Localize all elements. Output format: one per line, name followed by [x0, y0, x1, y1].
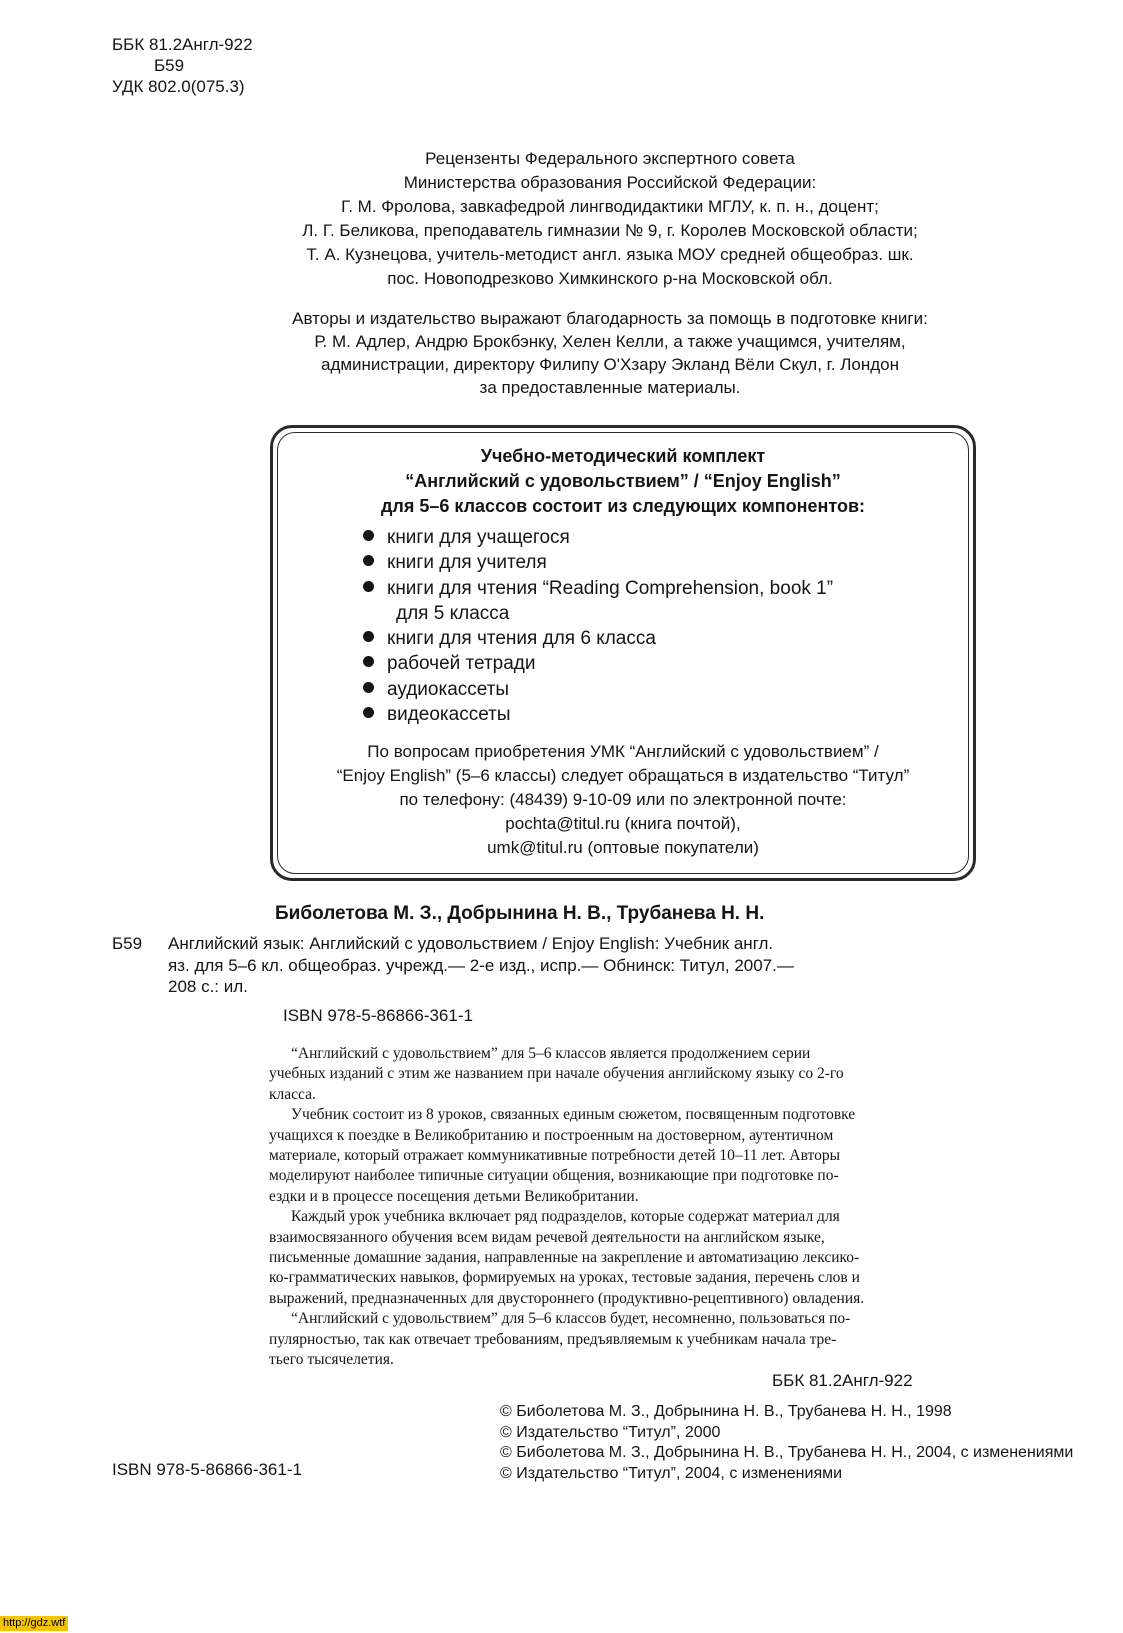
- acknowledgements-block: [245, 307, 975, 399]
- component-item: [363, 525, 833, 550]
- component-text: для 5 класса: [396, 602, 510, 624]
- book-isbn: ISBN 978-5-86866-361-1: [283, 1005, 473, 1025]
- abstract-line: пулярностью, так как отвечает требованиям, предъявляемым к учебникам начала тре-: [269, 1330, 837, 1348]
- abstract-line: учащихся к поездке в Великобританию и построенным на достоверном, аутентичном: [269, 1126, 834, 1144]
- abstract-line: ездки и в процессе посещения детьми Великобритании.: [269, 1187, 639, 1205]
- component-text: книги для чтения для 6 класса: [387, 628, 656, 650]
- bullet-icon: [363, 555, 374, 566]
- copyright-line: © Биболетова М. З., Добрынина Н. В., Трубанева Н. Н., 2004, с изменениями: [500, 1444, 1074, 1461]
- isbn-bottom: ISBN 978-5-86866-361-1: [112, 1460, 302, 1479]
- acknowledgements-line: администрации, директору Филипу О'Хзару Экланд Вёли Скул, г. Лондон: [320, 355, 900, 374]
- bbk-code: ББК 81.2Англ-922: [112, 35, 253, 54]
- reviewers-block: [245, 147, 975, 291]
- component-text: аудиокассеты: [387, 678, 510, 700]
- component-text: книги для чтения “Reading Comprehension, book 1”: [387, 577, 834, 599]
- component-item: [363, 702, 833, 727]
- copyright-line: © Издательство “Титул”, 2004, с изменениями: [500, 1464, 843, 1482]
- description-line: яз. для 5–6 кл. общеобраз. учрежд.— 2-е изд., испр.— Обнинск: Титул, 2007.—: [168, 955, 794, 975]
- author-mark: Б59: [154, 56, 185, 75]
- component-continuation: [363, 601, 833, 626]
- copyright-block: [500, 1402, 1073, 1484]
- abstract-line: тьего тысячелетия.: [269, 1351, 394, 1369]
- abstract-line: письменные домашние задания, направленные на закрепление и автоматизацию лексико-: [269, 1249, 860, 1267]
- contact-info: [273, 740, 973, 860]
- email-umk: umk@titul.ru (оптовые покупатели): [487, 838, 759, 857]
- bibliographic-record: [112, 902, 992, 1026]
- udk-code: УДК 802.0(075.3): [112, 77, 245, 96]
- bullet-icon: [363, 581, 374, 592]
- bullet-icon: [363, 631, 374, 642]
- reviewers-line: Рецензенты Федерального экспертного совета: [425, 149, 795, 168]
- reviewers-line: Г. М. Фролова, завкафедрой лингводидактики МГЛУ, к. п. н., доцент;: [341, 197, 879, 216]
- component-text: книги для учащегося: [387, 527, 570, 548]
- classification-block: [112, 34, 253, 97]
- component-item: [363, 576, 833, 601]
- abstract-paragraph: [269, 1044, 959, 1105]
- umk-box-title: [273, 444, 973, 519]
- reviewers-line: Л. Г. Беликова, преподаватель гимназии № 9, г. Королев Московской области;: [302, 221, 918, 240]
- component-text: видеокассеты: [387, 704, 511, 726]
- component-text: книги для учителя: [387, 552, 547, 574]
- description-line: Английский язык: Английский с удовольствием / Enjoy English: Учебник англ.: [168, 934, 774, 953]
- abstract-line: материале, который отражает коммуникативные потребности детей 10–11 лет. Авторы: [269, 1147, 841, 1165]
- abstract-line: взаимосвязанного обучения всем видам речевой деятельности на английском языке,: [269, 1228, 825, 1246]
- contact-line: “Enjoy English” (5–6 классы) следует обращаться в издательство “Титул”: [336, 766, 910, 785]
- book-description: [168, 933, 794, 998]
- umk-title-line: Учебно-методический комплект: [480, 446, 766, 466]
- umk-info-box: [270, 425, 976, 881]
- component-item: [363, 550, 833, 575]
- umk-title-line: для 5–6 классов состоит из следующих компонентов:: [380, 496, 865, 516]
- author-mark: Б59: [112, 934, 143, 953]
- abstract-line: “Английский с удовольствием” для 5–6 классов будет, несомненно, пользоваться по-: [291, 1310, 851, 1328]
- abstract-line: “Английский с удовольствием” для 5–6 классов является продолжением серии: [291, 1045, 811, 1062]
- bullet-icon: [363, 707, 374, 718]
- abstract-line: Каждый урок учебника включает ряд подразделов, которые содержат материал для: [291, 1208, 840, 1226]
- abstract-paragraph: [269, 1309, 959, 1370]
- component-item: [363, 677, 833, 702]
- reviewers-line: Министерства образования Российской Федерации:: [403, 173, 817, 192]
- description-line: 208 с.: ил.: [168, 977, 248, 996]
- abstract-paragraph: [269, 1207, 959, 1309]
- watermark-link[interactable]: http://gdz.wtf: [0, 1616, 68, 1631]
- acknowledgements-line: Авторы и издательство выражают благодарность за помощь в подготовке книги:: [292, 309, 928, 328]
- acknowledgements-line: Р. М. Адлер, Андрю Брокбэнку, Хелен Келли, а также учащимся, учителям,: [314, 332, 906, 351]
- bullet-icon: [363, 656, 374, 667]
- abstract-line: учебных изданий с этим же названием при начале обучения английскому языку со 2-го: [269, 1065, 844, 1083]
- reviewers-line: пос. Новоподрезково Химкинского р-на Московской обл.: [387, 269, 833, 288]
- abstract-line: Учебник состоит из 8 уроков, связанных единым сюжетом, посвященным подготовке: [291, 1106, 856, 1124]
- book-abstract: [269, 1044, 959, 1371]
- umk-title-line: “Английский с удовольствием” / “Enjoy English”: [405, 471, 841, 491]
- abstract-line: класса.: [269, 1085, 316, 1103]
- components-list: [363, 525, 833, 727]
- book-authors: Биболетова М. З., Добрынина Н. В., Трубанева Н. Н.: [275, 903, 765, 924]
- copyright-line: © Биболетова М. З., Добрынина Н. В., Трубанева Н. Н., 1998: [500, 1403, 952, 1420]
- abstract-paragraph: [269, 1105, 959, 1207]
- reviewers-line: Т. А. Кузнецова, учитель-методист англ. языка МОУ средней общеобраз. шк.: [306, 245, 914, 264]
- bbk-code-bottom: ББК 81.2Англ-922: [772, 1371, 913, 1390]
- bullet-icon: [363, 682, 374, 693]
- component-item: [363, 651, 833, 676]
- component-text: рабочей тетради: [387, 653, 536, 675]
- contact-line: По вопросам приобретения УМК “Английский с удовольствием” /: [367, 742, 879, 761]
- component-item: [363, 626, 833, 651]
- email-pochta: pochta@titul.ru (книга почтой),: [505, 814, 741, 833]
- abstract-line: моделируют наиболее типичные ситуации общения, возникающие при подготовке по-: [269, 1167, 839, 1185]
- copyright-line: © Издательство “Титул”, 2000: [500, 1423, 721, 1441]
- abstract-line: ко-грамматических навыков, формируемых на уроках, тестовые задания, перечень слов и: [269, 1269, 860, 1287]
- acknowledgements-line: за предоставленные материалы.: [479, 378, 741, 397]
- abstract-line: выражений, предназначенных для двустороннего (продуктивно-рецептивного) овладения.: [269, 1289, 865, 1307]
- bullet-icon: [363, 530, 374, 541]
- contact-line: по телефону: (48439) 9-10-09 или по электронной почте:: [399, 790, 847, 809]
